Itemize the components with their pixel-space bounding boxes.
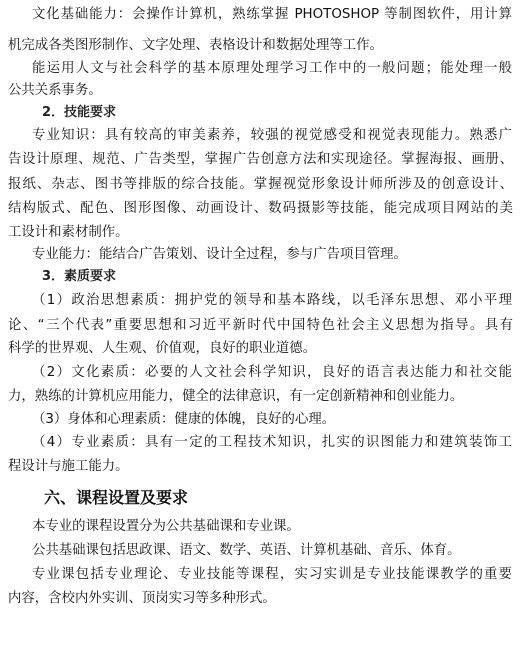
paragraph-line: 告设计原理、规范、广告类型，掌握广告创意方法和实现途径。掌握海报、画册、 xyxy=(8,152,513,167)
paragraph-line: 专业能力：能结合广告策划、设计全过程，参与广告项目管理。 xyxy=(32,247,407,262)
paragraph-line: 工设计和素材制作。 xyxy=(8,225,129,240)
section-heading-curriculum: 六、课程设置及要求 xyxy=(44,488,189,507)
paragraph-line: 专业知识：具有较高的审美素养，较强的视觉感受和视觉表现能力。熟悉广 xyxy=(32,128,512,143)
section-heading-qualities: 3．素质要求 xyxy=(42,269,117,284)
paragraph-line: （3）身体和心理素质：健康的体魄，良好的心理。 xyxy=(32,412,336,427)
section-heading-skills: 2．技能要求 xyxy=(42,105,117,120)
paragraph-line: 报纸、杂志、图书等排版的综合技能。掌握视觉形象设计师所涉及的创意设计、 xyxy=(8,177,513,192)
paragraph-line: 专业课包括专业理论、专业技能等课程，实习实训是专业技能课教学的重要 xyxy=(32,567,512,582)
paragraph-line: 机完成各类图形制作、文字处理、表格设计和数据处理等工作。 xyxy=(8,38,383,53)
paragraph-line: 本专业的课程设置分为公共基础课和专业课。 xyxy=(32,519,300,534)
paragraph-line: 公共基础课包括思政课、语文、数学、英语、计算机基础、音乐、体育。 xyxy=(32,543,461,558)
paragraph-line: 结构版式、配色、图形图像、动画设计、数码摄影等技能，能完成项目网站的美 xyxy=(8,201,513,216)
paragraph-line: 论、“三个代表”重要思想和习近平新时代中国特色社会主义思想为指导。具有 xyxy=(8,318,513,333)
paragraph-line: （1）政治思想素质：拥护党的领导和基本路线，以毛泽东思想、邓小平理 xyxy=(32,293,512,308)
paragraph-line: 文化基础能力：会操作计算机，熟练掌握 PHOTOSHOP 等制图软件，用计算 xyxy=(32,7,512,22)
paragraph-line: 能运用人文与社会科学的基本原理处理学习工作中的一般问题；能处理一般 xyxy=(32,61,512,76)
paragraph-line: （2）文化素质：必要的人文社会科学知识，良好的语言表达能力和社交能 xyxy=(32,365,512,380)
paragraph-line: （4）专业素质：具有一定的工程技术知识，扎实的识图能力和建筑装饰工 xyxy=(32,435,512,450)
paragraph-line: 公共关系事务。 xyxy=(8,83,102,98)
paragraph-line: 力，熟练的计算机应用能力，健全的法律意识，有一定创新精神和创业能力。 xyxy=(8,389,464,404)
paragraph-line: 内容，含校内外实训、顶岗实习等多种形式。 xyxy=(8,591,276,606)
paragraph-line: 程设计与施工能力。 xyxy=(8,459,129,474)
paragraph-line: 科学的世界观、人生观、价值观，良好的职业道德。 xyxy=(8,341,316,356)
